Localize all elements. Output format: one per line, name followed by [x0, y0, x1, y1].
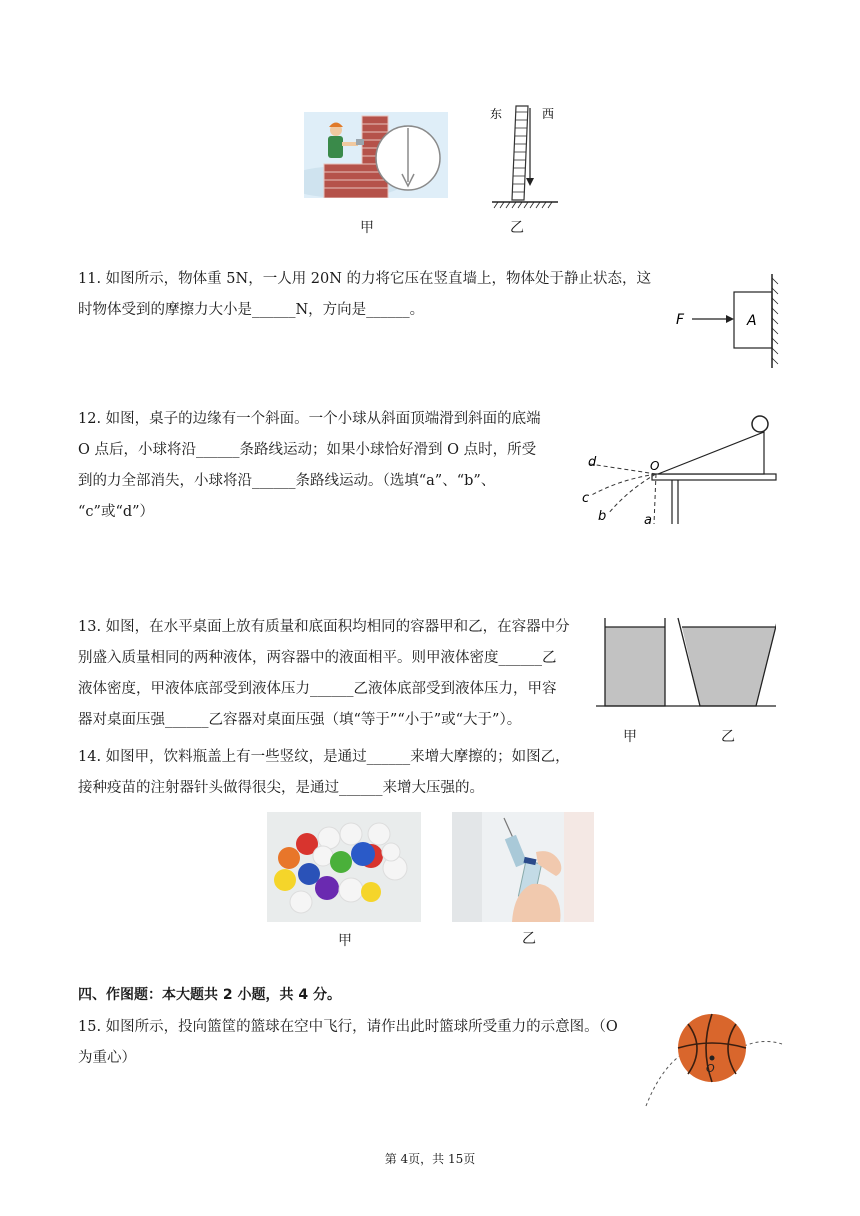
page-footer: 第 4页，共 15页 [384, 1152, 476, 1166]
q13-caption-right: 乙 [721, 729, 735, 745]
q13-caption-left: 甲 [623, 729, 637, 745]
q11-line2: 时物体受到的摩擦力大小是______N，方向是______。 [78, 302, 425, 318]
east-label: 东 [490, 107, 503, 121]
incline-table-figure [568, 408, 782, 532]
q13-line1: 13. 如图，在水平桌面上放有质量和底面积均相同的容器甲和乙，在容器中分 [78, 619, 570, 635]
leaning-wall-figure [486, 102, 562, 212]
q12-line4: “c”或“d”） [78, 504, 155, 520]
q12-line1: 12. 如图，桌子的边缘有一个斜面。一个小球从斜面顶端滑到斜面的底端 [78, 411, 541, 427]
q14-line2: 接种疫苗的注射器针头做得很尖，是通过______来增大压强的。 [78, 780, 484, 796]
center-label-o: O [706, 1062, 715, 1075]
bricklayer-figure [304, 112, 448, 198]
path-label-b: b [598, 509, 607, 524]
top-caption-left: 甲 [360, 220, 374, 236]
q11-line1: 11. 如图所示，物体重 5N，一人用 20N 的力将它压在竖直墙上，物体处于静止状态，这 [78, 271, 652, 287]
path-label-d: d [588, 455, 597, 470]
q13-line4: 器对桌面压强______乙容器对桌面压强（填“等于”“小于”或“大于”）。 [78, 712, 522, 728]
force-block-figure [672, 272, 784, 370]
q12-line3: 到的力全部消失，小球将沿______条路线运动。（选填“a”、“b”、 [78, 473, 496, 489]
question-14 [78, 742, 698, 804]
q15-line2: 为重心） [78, 1050, 136, 1066]
section-4-heading: 四、作图题：本大题共 2 小题，共 4 分。 [78, 987, 341, 1003]
basketball-figure [640, 1010, 784, 1110]
path-label-c: c [582, 491, 590, 506]
vaccine-syringe-photo [452, 812, 594, 922]
q14-caption-left: 甲 [338, 933, 352, 949]
q14-line1: 14. 如图甲，饮料瓶盖上有一些竖纹，是通过______来增大摩擦的；如图乙， [78, 749, 570, 765]
block-label-a: A [747, 313, 757, 329]
q14-caption-right: 乙 [522, 931, 536, 947]
bottle-caps-photo [267, 812, 421, 922]
q12-line2: O 点后，小球将沿______条路线运动；如果小球恰好滑到 O 点时，所受 [78, 442, 537, 458]
question-15 [78, 1012, 658, 1074]
force-label-f: F [676, 312, 685, 328]
west-label: 西 [542, 107, 555, 121]
point-label-o: O [650, 459, 660, 473]
top-caption-right: 乙 [510, 220, 524, 236]
q13-line3: 液体密度，甲液体底部受到液体压力______乙液体底部受到液体压力，甲容 [78, 681, 557, 697]
path-label-a: a [644, 513, 652, 528]
question-11 [78, 264, 678, 326]
question-12 [78, 404, 578, 528]
containers-figure [596, 614, 776, 710]
q13-line2: 别盛入质量相同的两种液体，两容器中的液面相平。则甲液体密度______乙 [78, 650, 557, 666]
q15-line1: 15. 如图所示，投向篮筐的篮球在空中飞行，请作出此时篮球所受重力的示意图。（O [78, 1019, 618, 1035]
question-13 [78, 612, 618, 736]
